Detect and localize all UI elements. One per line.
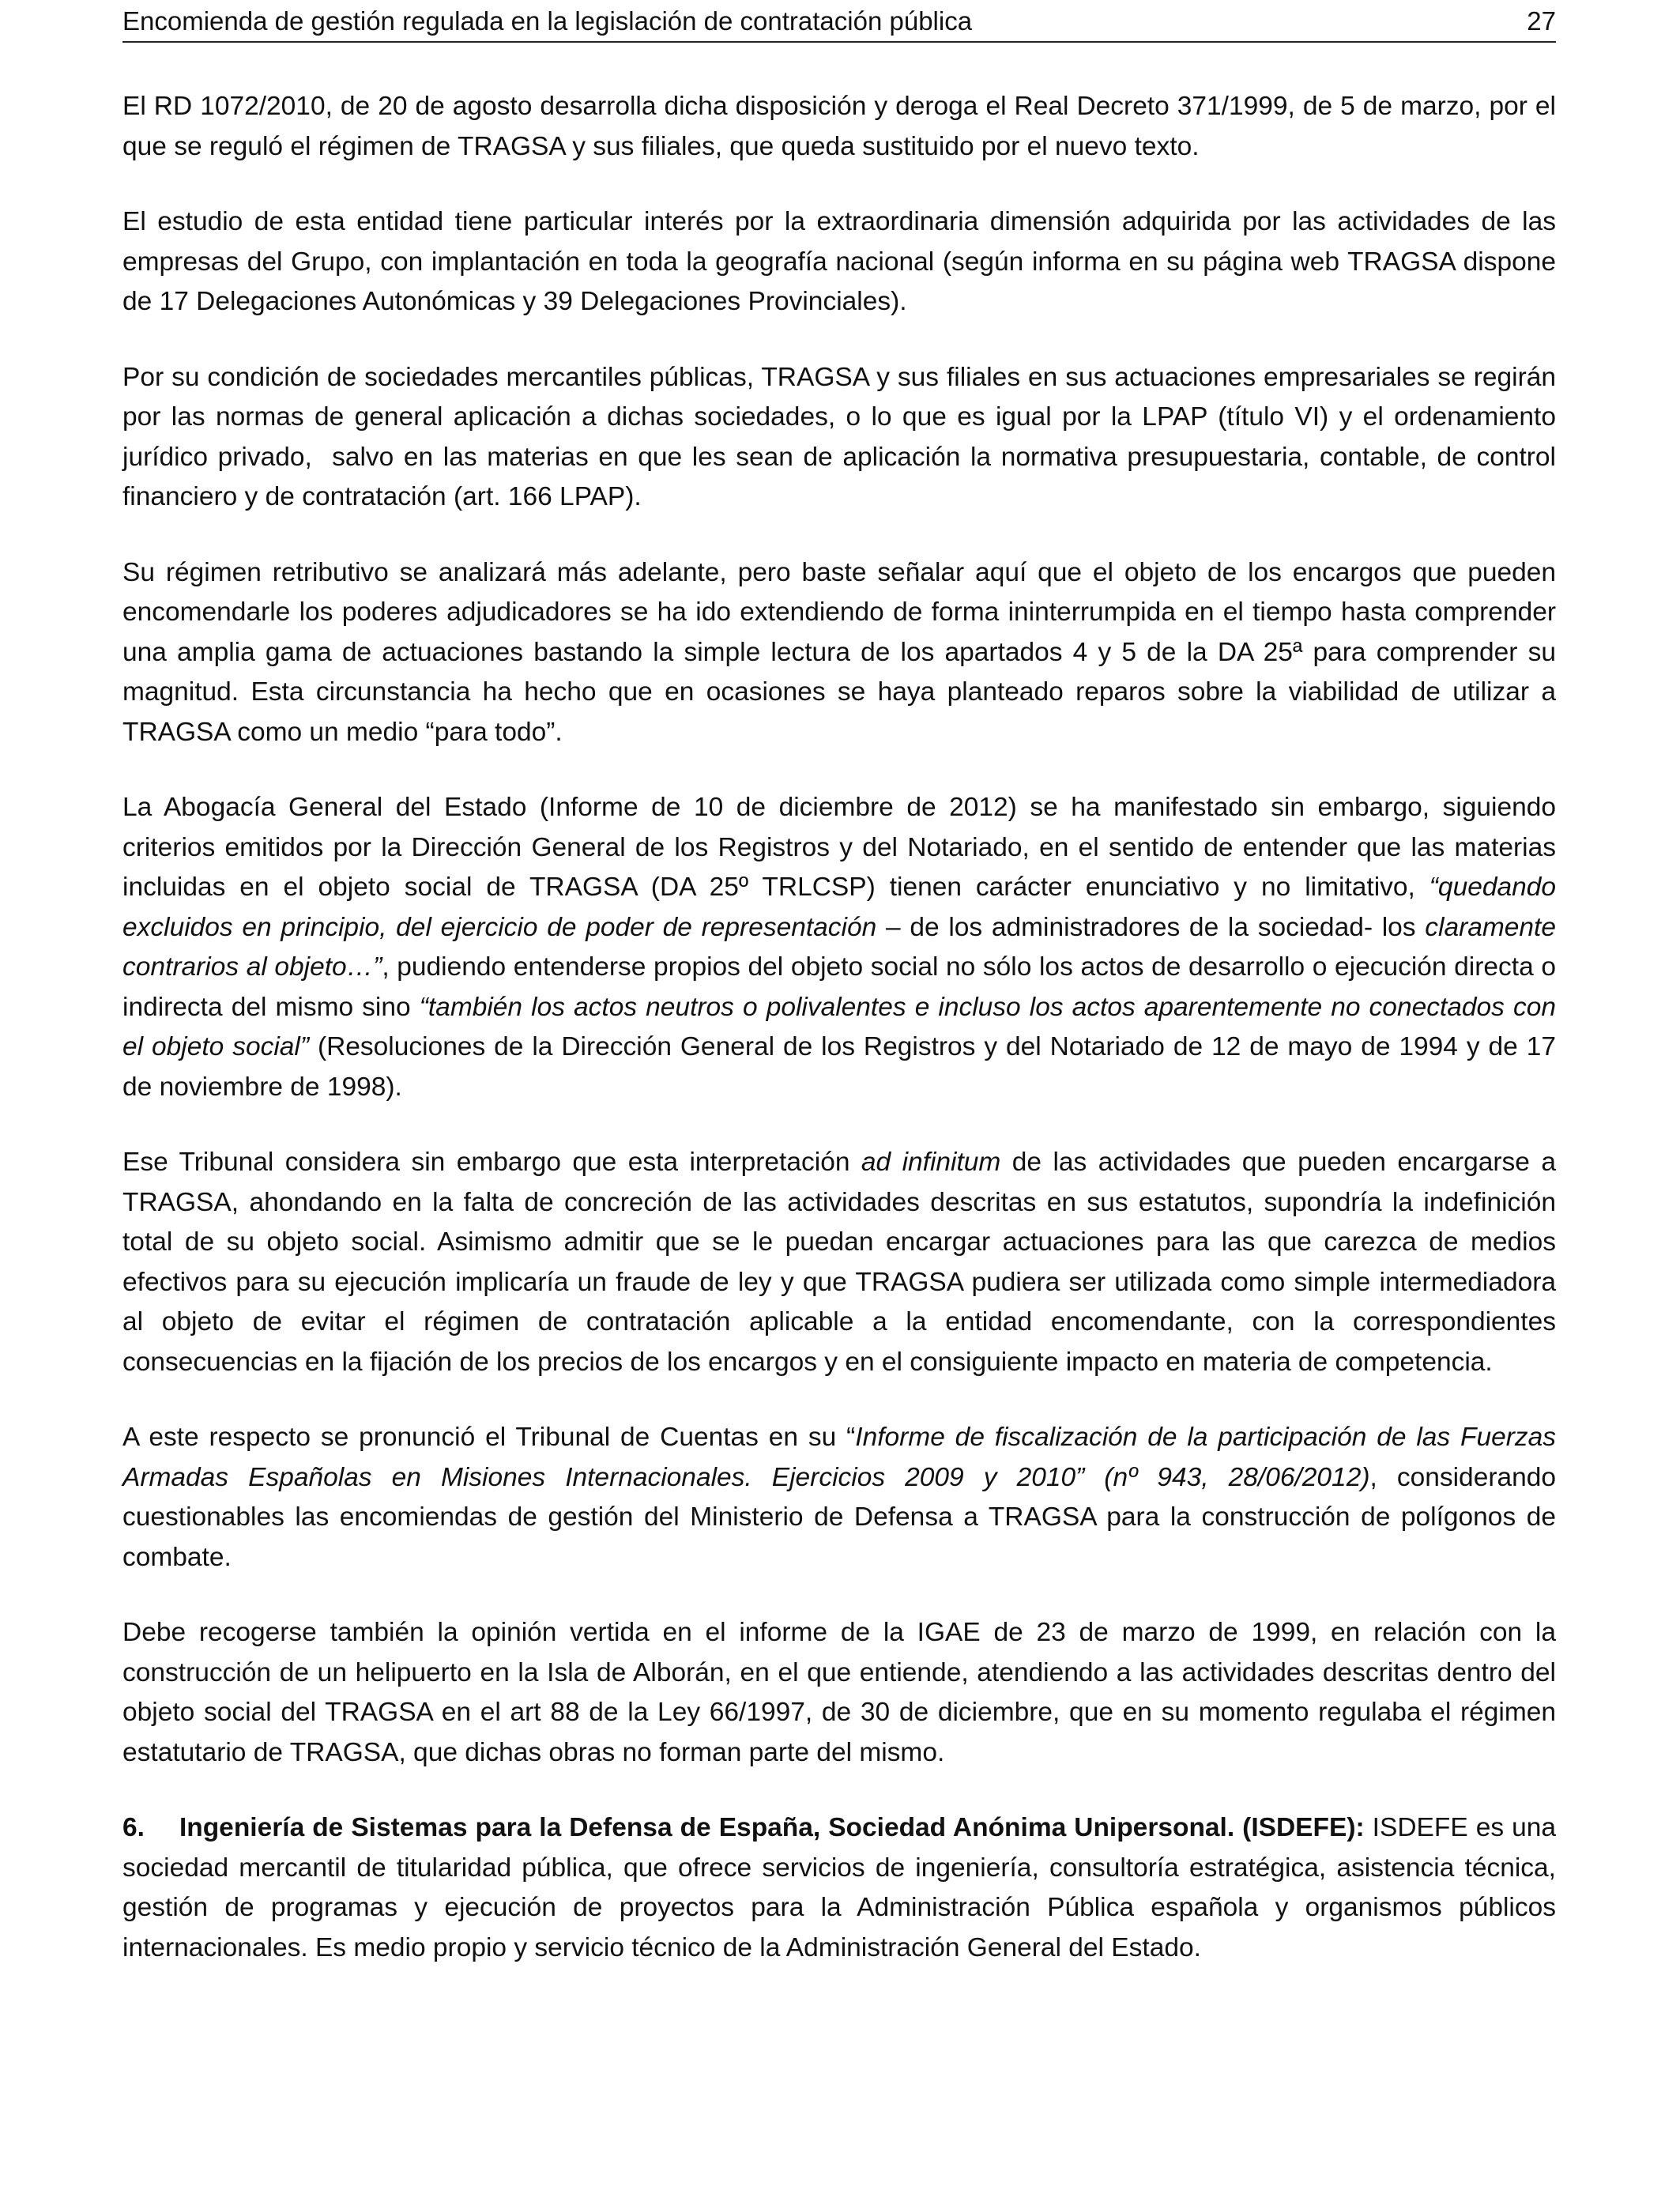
report-title-italic: Informe de fiscalización de la participación de las Fuerzas Armadas Españolas en Misiones Internacionales. Ejercicios 2009 y 2010” (nº 943, 28/06/2012) <box>122 1423 1563 1492</box>
paragraph-abogacia-general <box>122 788 1564 1107</box>
paragraph-text: ISDEFE es una sociedad mercantil de titularidad pública, que ofrece servicios de ingeniería, consultoría estratégica, asistencia técnica, gestión de programas y ejecución de proyectos para la Administración Pública española y organismos públicos internacionales. Es medio propio y servicio técnico de la Administración General del Estado. <box>122 1813 1564 1962</box>
paragraph-text: de las actividades que pueden encargarse a TRAGSA, ahondando en la falta de concreción de las actividades descritas en sus estatutos, supondría la indefinición total de su objeto social. Asimismo admitir que se le puedan encargar actuaciones para las que carezca de medios efectivos para su ejecución implicaría un fraude de ley y que TRAGSA pudiera ser utilizada como simple intermediadora al objeto de evitar el régimen de contratación aplicable a la entidad encomendante, con la correspondientes consecuencias en la fijación de los precios de los encargos y en el consiguiente impacto en materia de competencia. <box>122 1148 1564 1377</box>
paragraph-igae-opinion <box>122 1613 1564 1773</box>
quote-italic: “también los actos neutros o polivalentes e incluso los actos aparentemente no conectados con el objeto social” <box>122 992 1564 1061</box>
paragraph-text: Debe recogerse también la opinión vertida en el informe de la IGAE de 23 de marzo de 1999, en relación con la construcción de un helipuerto en la Isla de Alborán, en el que entiende, atendiendo a las actividades descritas dentro del objeto social del TRAGSA en el art 88 de la Ley 66/1997, de 30 de diciembre, que en su momento regulaba el régimen estatutario de TRAGSA, que dichas obras no forman parte del mismo. <box>122 1618 1564 1767</box>
quote-italic: “quedando excluidos en principio, del ejercicio de poder de representación <box>122 873 1564 942</box>
paragraph-text: El estudio de esta entidad tiene particular interés por la extraordinaria dimensión adquirida por las actividades de las empresas del Grupo, con implantación en toda la geografía nacional (según informa en su página web TRAGSA dispone de 17 Delegaciones Autonómicas y 39 Delegaciones Provinciales). <box>122 207 1564 316</box>
section-number: 6. <box>122 1813 145 1842</box>
paragraph-text: Por su condición de sociedades mercantiles públicas, TRAGSA y sus filiales en sus actuaciones empresariales se regirán por las normas de general aplicación a dichas sociedades, o lo que es igual por la LPAP (título VI) y el ordenamiento jurídico privado, salvo en las materias en que les sean de aplicación la normativa presupuestaria, contable, de control financiero y de contratación (art. 166 LPAP). <box>122 362 1564 511</box>
page-number: 27 <box>1527 6 1556 36</box>
paragraph-estudio-entidad <box>122 202 1564 322</box>
section-heading: Ingeniería de Sistemas para la Defensa de España, Sociedad Anónima Unipersonal. (ISDEFE): <box>179 1813 1365 1842</box>
paragraph-text: La Abogacía General del Estado (Informe de 10 de diciembre de 2012) se ha manifestado sin embargo, siguiendo criterios emitidos por la Dirección General de los Registros y del Notariado, en el sentido de entender que las materias incluidas en el objeto social de TRAGSA (DA 25º TRLCSP) tienen carácter enunciativo y no limitativo, <box>122 793 1564 902</box>
paragraph-text: Su régimen retributivo se analizará más adelante, pero baste señalar aquí que el objeto de los encargos que pueden encomendarle los poderes adjudicadores se ha ido extendiendo de forma ininterrumpida en el tiempo hasta comprender una amplia gama de actuaciones bastando la simple lectura de los apartados 4 y 5 de la DA 25ª para comprender su magnitud. Esta circunstancia ha hecho que en ocasiones se haya planteado reparos sobre la viabilidad de utilizar a TRAGSA como un medio “para todo”. <box>122 557 1564 747</box>
paragraph-regimen-retributivo <box>122 553 1564 753</box>
document-body <box>122 87 1564 2004</box>
quote-italic: claramente contrarios al objeto…” <box>122 912 1564 982</box>
page-header <box>122 5 1556 43</box>
paragraph-text: A este respecto se pronunció el Tribunal de Cuentas en su “ <box>122 1423 856 1452</box>
paragraph-text: – de los administradores de la sociedad- los <box>876 912 1426 942</box>
paragraph-text: , considerando cuestionables las encomiendas de gestión del Ministerio de Defensa a TRAGSA para la construcción de polígonos de combate. <box>122 1462 1564 1572</box>
paragraph-text: , pudiendo entenderse propios del objeto social no sólo los actos de desarrollo o ejecución directa o indirecta del mismo sino <box>122 952 1564 1022</box>
paragraph-text: (Resoluciones de la Dirección General de los Registros y del Notariado de 12 de mayo de 1994 y de 17 de noviembre de 1998). <box>122 1032 1564 1102</box>
paragraph-text: El RD 1072/2010, de 20 de agosto desarrolla dicha disposición y deroga el Real Decreto 371/1999, de 5 de marzo, por el que se reguló el régimen de TRAGSA y sus filiales, que queda sustituido por el nuevo texto. <box>122 92 1564 161</box>
paragraph-tribunal-considera <box>122 1143 1564 1382</box>
paragraph-isdefe <box>122 1808 1564 1968</box>
paragraph-text: Ese Tribunal considera sin embargo que esta interpretación <box>122 1148 861 1177</box>
paragraph-condicion-sociedades <box>122 358 1564 518</box>
term-italic: ad infinitum <box>861 1148 1001 1177</box>
header-title: Encomienda de gestión regulada en la legislación de contratación pública <box>122 6 973 36</box>
paragraph-tribunal-cuentas <box>122 1418 1564 1578</box>
paragraph-rd-1072 <box>122 87 1564 167</box>
